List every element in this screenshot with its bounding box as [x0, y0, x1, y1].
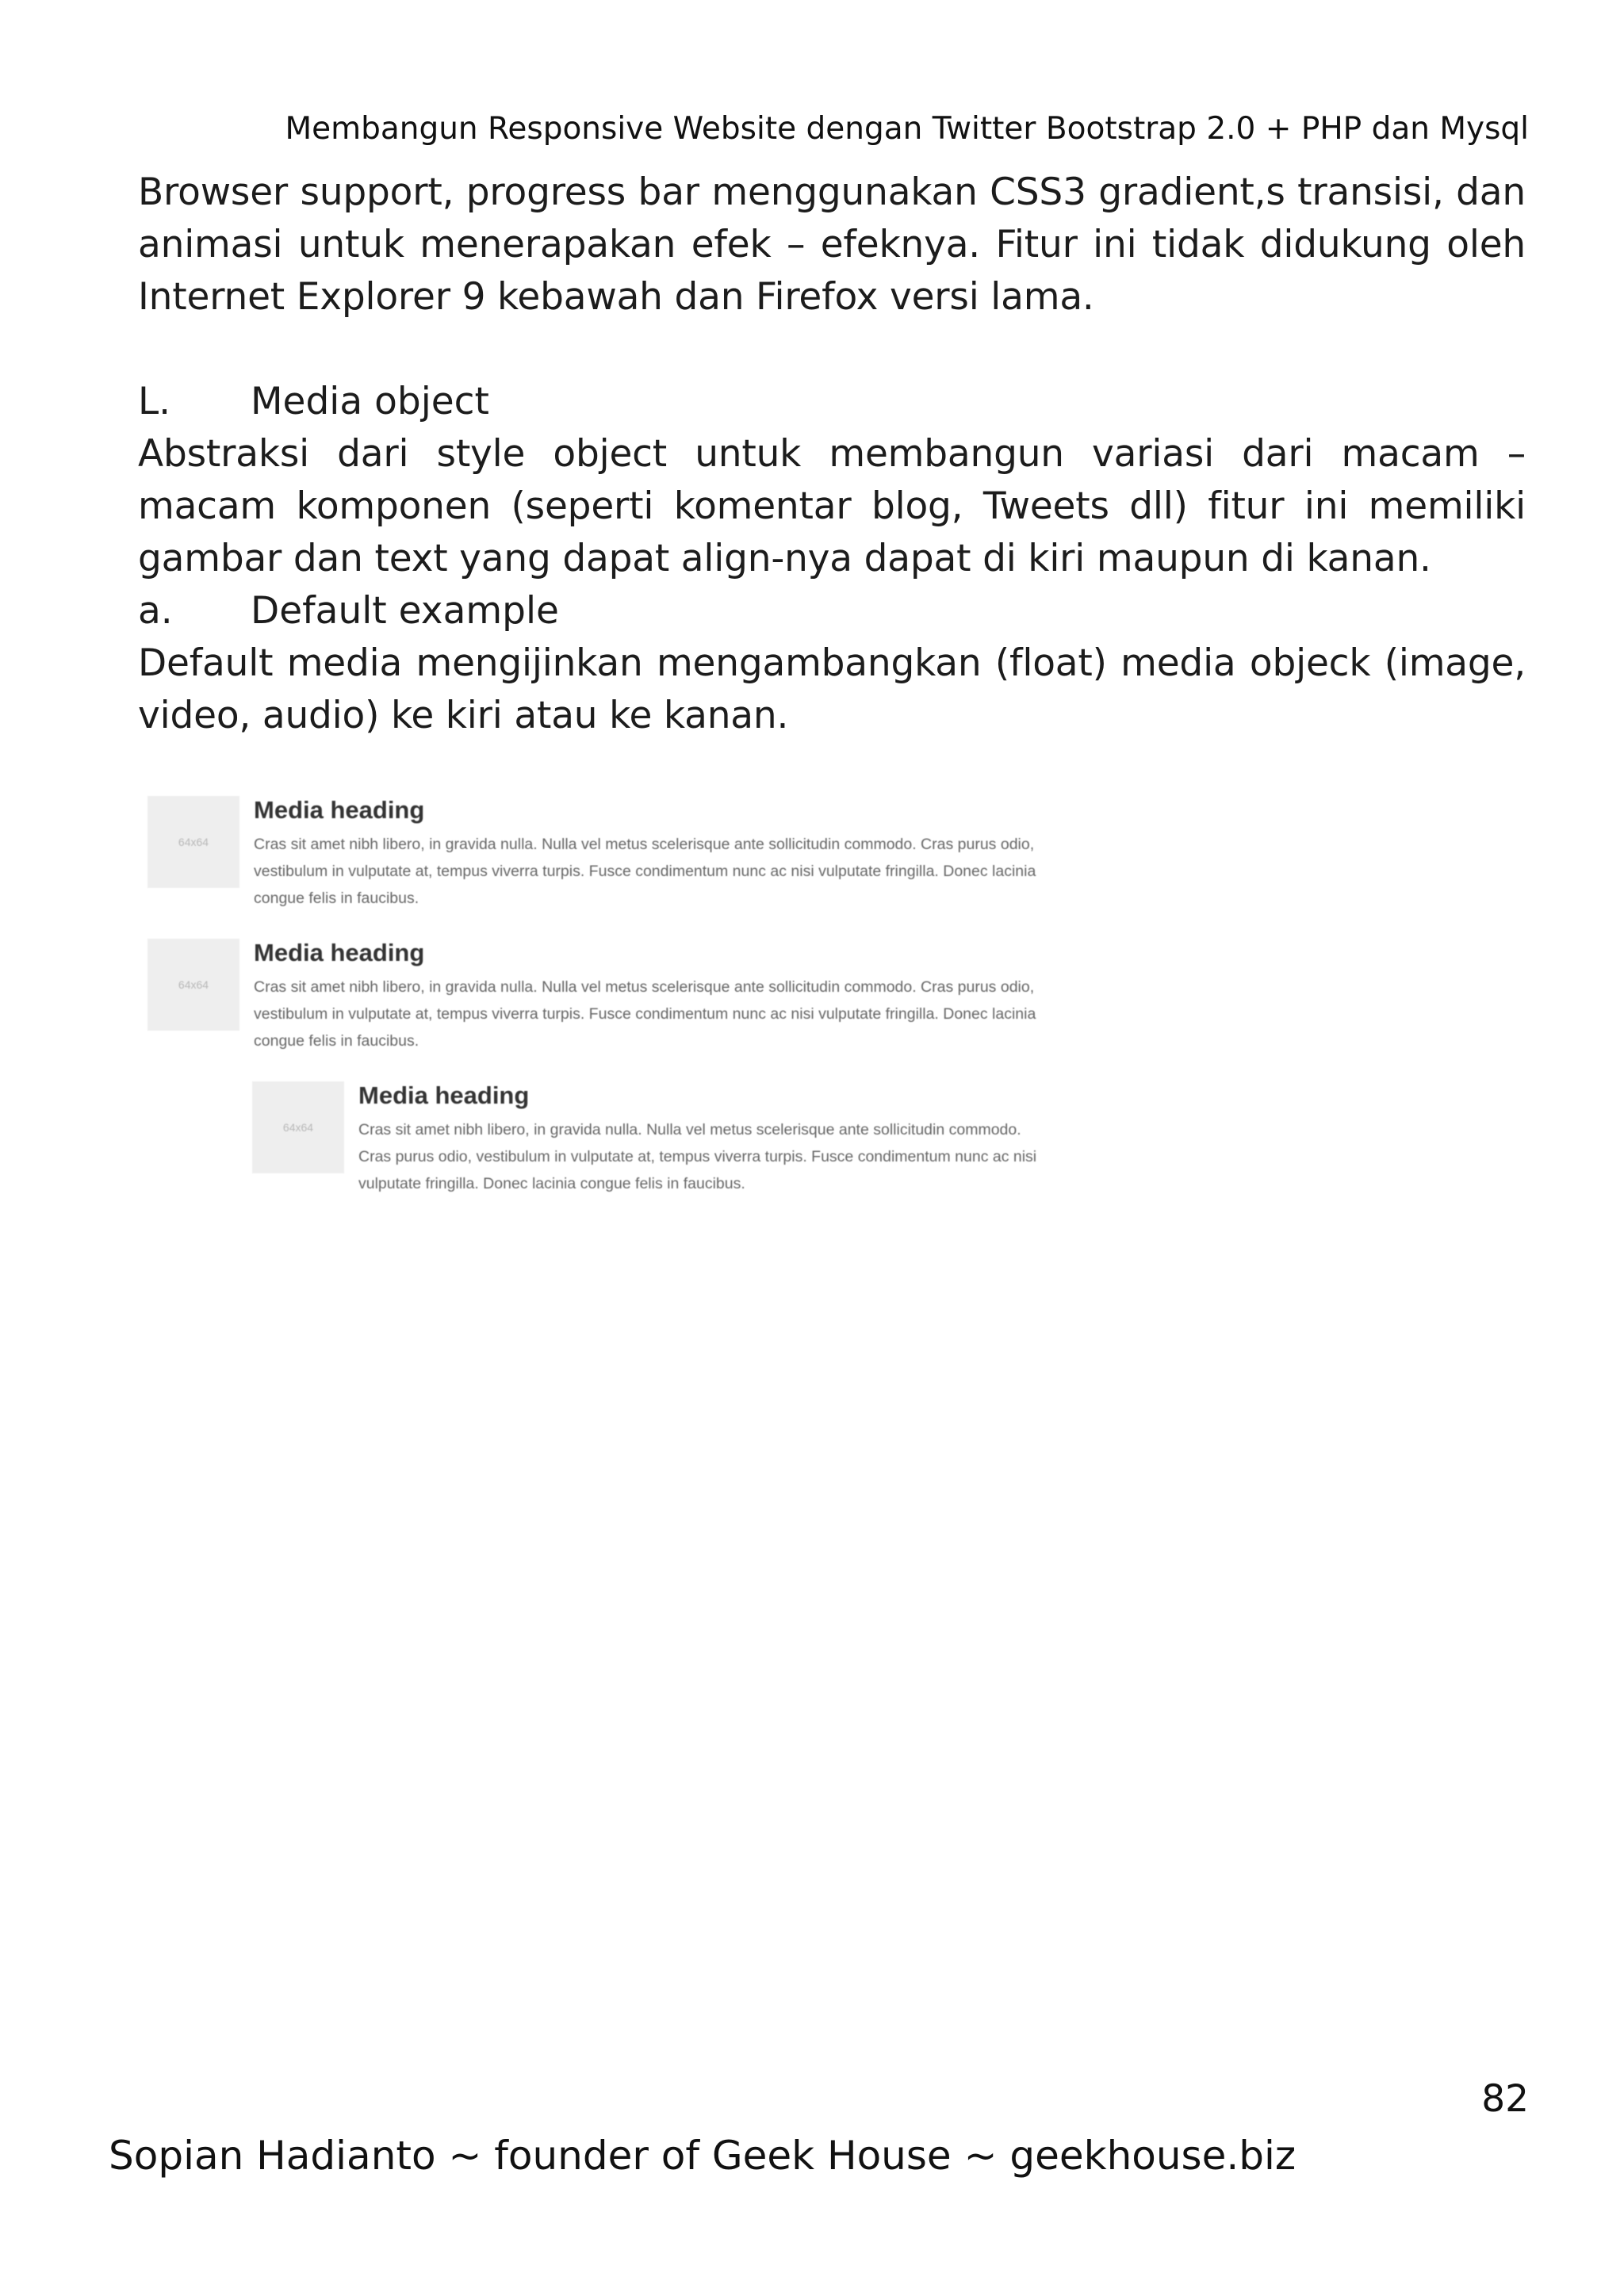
media-object — [147, 939, 1039, 1054]
media-text: Cras sit amet nibh libero, in gravida nulla. Nulla vel metus scelerisque ante sollicitudin commodo. Cras purus odio, vestibulum in vulputate at, tempus viverra turpis. Fusce condimentum nunc ac nisi vulputate fringilla. Donec lacinia congue felis in faucibus. — [254, 836, 1036, 907]
media-text: Cras sit amet nibh libero, in gravida nulla. Nulla vel metus scelerisque ante sollicitudin commodo. Cras purus odio, vestibulum in vulputate at, tempus viverra turpis. Fusce condimentum nunc ac nisi vulputate fringilla. Donec lacinia congue felis in faucibus. — [358, 1121, 1037, 1192]
media-body — [254, 796, 1039, 912]
media-thumbnail: 64x64 — [252, 1081, 344, 1173]
intro-paragraph: Browser support, progress bar menggunakan CSS3 gradient,s transisi, dan animasi untuk menerapakan efek – efeknya. Fitur ini tidak didukung oleh Internet Explorer 9 kebawah dan Firefox versi lama. — [138, 170, 1526, 319]
media-body — [358, 1081, 1048, 1197]
media-heading: Media heading — [254, 939, 425, 966]
media-heading: Media heading — [254, 796, 425, 824]
media-object-nested — [252, 1081, 1048, 1197]
paragraph-gap — [138, 323, 1526, 376]
media-heading: Media heading — [358, 1081, 530, 1109]
page-content — [138, 166, 1526, 742]
media-object — [147, 796, 1039, 912]
section-marker: L. — [138, 380, 171, 423]
media-object-screenshot — [147, 796, 1051, 1256]
section-title: Media object — [251, 380, 489, 423]
page-number: 82 — [1481, 2077, 1529, 2121]
subsection-heading — [138, 585, 1526, 637]
media-body — [254, 939, 1039, 1054]
media-text: Cras sit amet nibh libero, in gravida nulla. Nulla vel metus scelerisque ante sollicitudin commodo. Cras purus odio, vestibulum in vulputate at, tempus viverra turpis. Fusce condimentum nunc ac nisi vulputate fringilla. Donec lacinia congue felis in faucibus. — [254, 978, 1036, 1050]
media-thumbnail: 64x64 — [147, 939, 239, 1031]
section-paragraph: Abstraksi dari style object untuk membangun variasi dari macam – macam komponen (seperti komentar blog, Tweets dll) fitur ini memiliki gambar dan text yang dapat align-nya dapat di kiri maupun di kanan. — [138, 432, 1526, 580]
subsection-marker: a. — [138, 589, 173, 633]
subsection-title: Default example — [251, 589, 559, 633]
running-header: Membangun Responsive Website dengan Twitter Bootstrap 2.0 + PHP dan Mysql — [285, 111, 1529, 147]
subsection-paragraph: Default media mengijinkan mengambangkan (float) media objeck (image, video, audio) ke kiri atau ke kanan. — [138, 641, 1526, 737]
media-thumbnail: 64x64 — [147, 796, 239, 888]
section-heading — [138, 376, 1526, 428]
footer-credit: Sopian Hadianto ~ founder of Geek House ~ geekhouse.biz — [109, 2133, 1297, 2179]
